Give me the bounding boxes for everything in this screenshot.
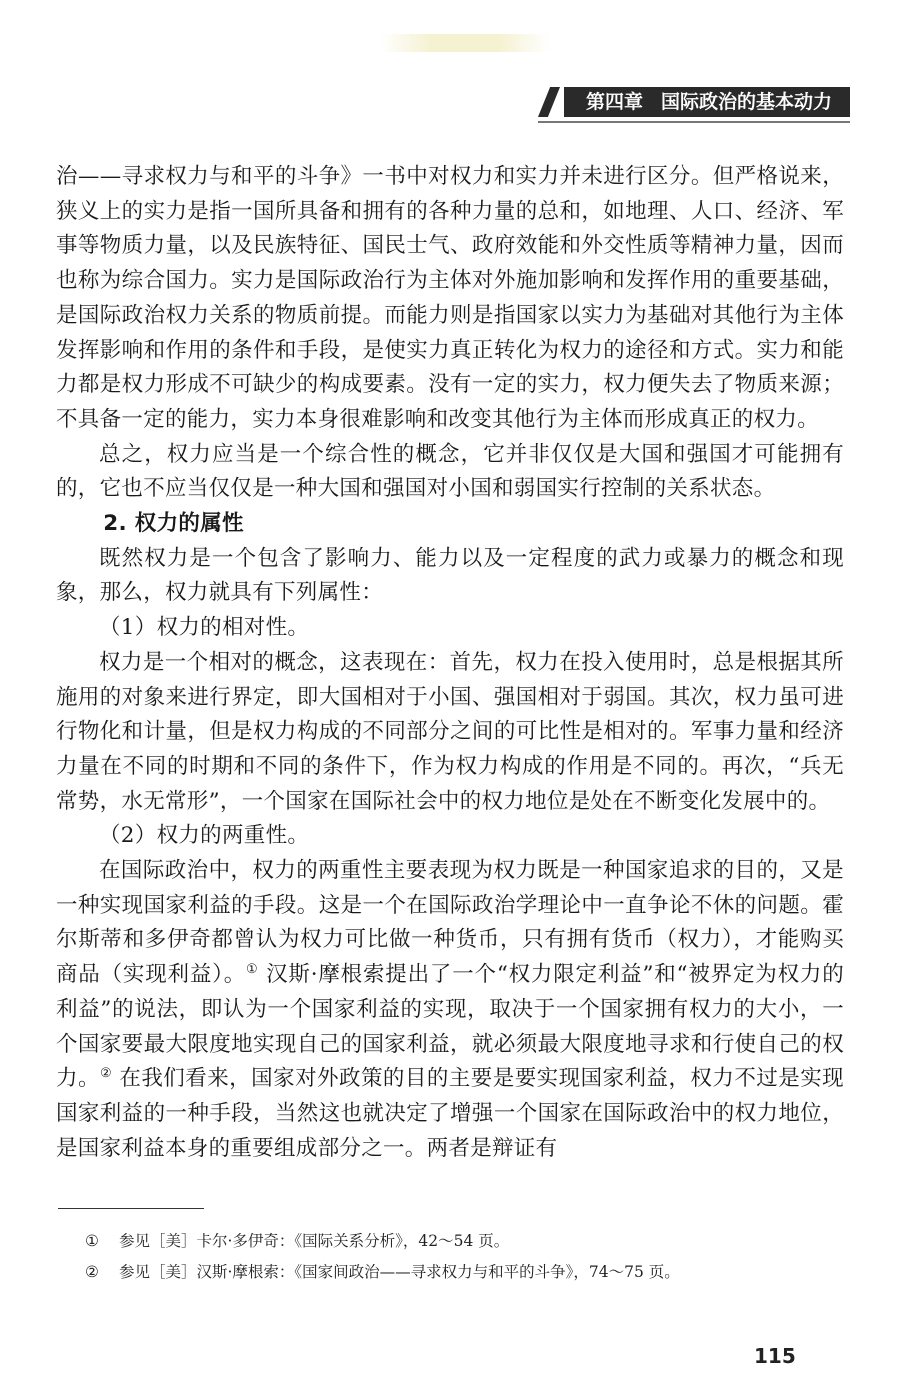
footnote-1 bbox=[85, 1226, 845, 1257]
footnote-rule bbox=[58, 1208, 204, 1209]
footnote-ref-2[interactable]: ② bbox=[99, 1066, 113, 1082]
header-band bbox=[564, 87, 850, 117]
footnote-2-mark: ② bbox=[85, 1263, 99, 1281]
paragraph-2: 总之，权力应当是一个综合性的概念，它并非仅仅是大国和强国才可能拥有的，它也不应当仅仅是一种大国和强国对小国和弱国实行控制的关系状态。 bbox=[56, 441, 844, 502]
paragraph-5-part-1: 在国际政治中，权力的两重性主要表现为权力既是一种国家追求的目的，又是一种实现国家利益的手段。这是一个在国际政治学理论中一直争论不休的问题。霍尔斯蒂和多伊奇都曾认为权力可比做一种货币，只有拥有货币（权力），才能购买商品（实现利益）。 bbox=[56, 858, 844, 988]
footnote-1-text: 参见［美］卡尔·多伊奇：《国际关系分析》，42～54 页。 bbox=[119, 1232, 510, 1250]
footnote-2-text: 参见［美］汉斯·摩根索：《国家间政治——寻求权力与和平的斗争》，74～75 页。 bbox=[119, 1263, 680, 1281]
paragraph-3: 既然权力是一个包含了影响力、能力以及一定程度的武力或暴力的概念和现象，那么，权力就具有下列属性： bbox=[56, 545, 844, 606]
chapter-title: 国际政治的基本动力 bbox=[661, 91, 833, 113]
paragraph-4: 权力是一个相对的概念，这表现在：首先，权力在投入使用时，总是根据其所施用的对象来进行界定，即大国相对于小国、强国相对于弱国。其次，权力虽可进行物化和计量，但是权力构成的不同部分之间的可比性是相对的。军事力量和经济力量在不同的时期和不同的条件下，作为权力构成的作用是不同的。再次，“兵无常势，水无常形”，一个国家在国际社会中的权力地位是处在不断变化发展中的。 bbox=[56, 649, 844, 814]
header-rule bbox=[538, 121, 850, 123]
footnote-1-mark: ① bbox=[85, 1232, 99, 1250]
section-heading: 2. 权力的属性 bbox=[103, 511, 244, 537]
paragraph-5 bbox=[56, 854, 844, 1166]
header-slash-decoration bbox=[538, 87, 560, 117]
page-number: 115 bbox=[754, 1344, 796, 1368]
subsection-2-heading: （2）权力的两重性。 bbox=[99, 823, 310, 849]
running-header bbox=[538, 87, 850, 117]
page-body bbox=[56, 160, 844, 1166]
subsection-1-heading: （1）权力的相对性。 bbox=[99, 615, 310, 641]
footnotes bbox=[85, 1226, 845, 1288]
paragraph-1: 治——寻求权力与和平的斗争》一书中对权力和实力并未进行区分。但严格说来，狭义上的实力是指一国所具备和拥有的各种力量的总和，如地理、人口、经济、军事等物质力量，以及民族特征、国民士气、政府效能和外交性质等精神力量，因而也称为综合国力。实力是国际政治行为主体对外施加影响和发挥作用的重要基础，是国际政治权力关系的物质前提。而能力则是指国家以实力为基础对其他行为主体发挥影响和作用的条件和手段，是使实力真正转化为权力的途径和方式。实力和能力都是权力形成不可缺少的构成要素。没有一定的实力，权力便失去了物质来源；不具备一定的能力，实力本身很难影响和改变其他行为主体而形成真正的权力。 bbox=[56, 164, 844, 432]
footnote-2 bbox=[85, 1257, 845, 1288]
chapter-number: 第四章 bbox=[586, 91, 644, 113]
footnote-ref-1[interactable]: ① bbox=[246, 962, 259, 978]
bleed-through-mark bbox=[380, 34, 550, 52]
paragraph-5-part-3: 在我们看来，国家对外政策的目的主要是要实现国家利益，权力不过是实现国家利益的一种手段，当然这也就决定了增强一个国家在国际政治中的权力地位，是国家利益本身的重要组成部分之一。两者是辩证有 bbox=[56, 1066, 844, 1161]
paragraph-5-part-2: 汉斯·摩根索提出了一个“权力限定利益”和“被界定为权力的利益”的说法，即认为一个国家利益的实现，取决于一个国家拥有权力的大小，一个国家要最大限度地实现自己的国家利益，就必须最大限度地寻求和行使自己的权力。 bbox=[56, 962, 844, 1092]
